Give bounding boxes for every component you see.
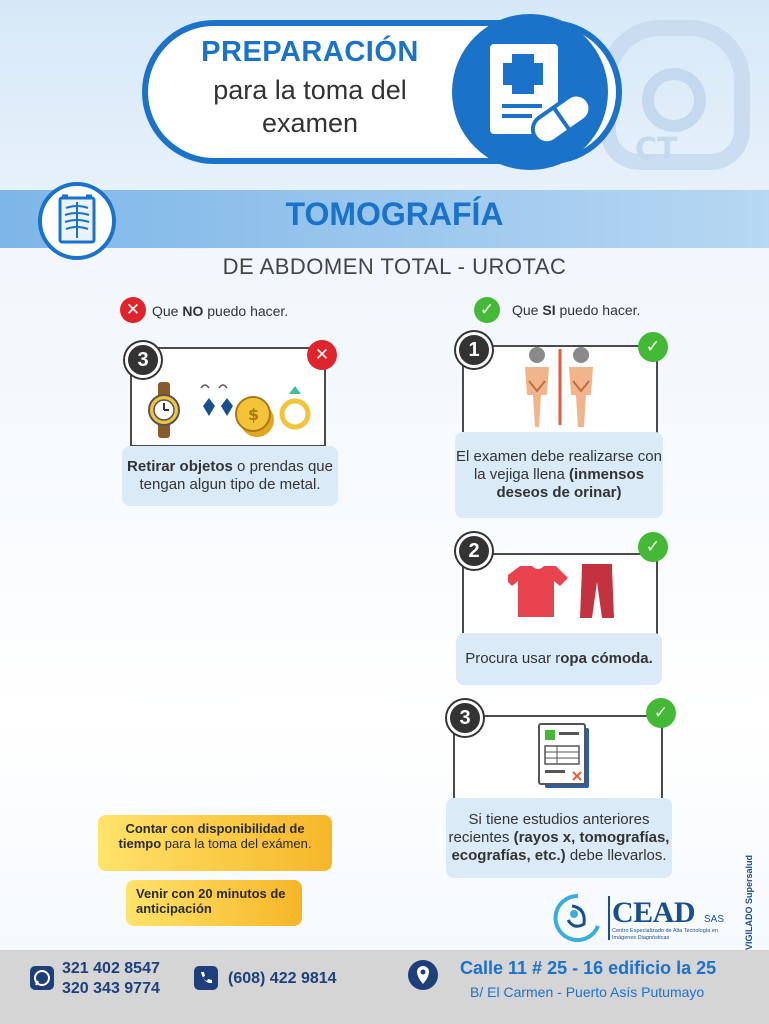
cead-logo-icon	[548, 892, 608, 944]
exam-subtitle: DE ABDOMEN TOTAL - UROTAC	[222, 254, 567, 279]
yes-item-number-2: 2	[456, 533, 492, 569]
cead-logo-text: CEAD	[612, 896, 696, 929]
cead-tagline: Centro Especializado de Alta Tecnología en Imágenes Diagnósticas	[612, 928, 718, 941]
arrival-note: Venir con 20 minutos de anticipación	[126, 880, 302, 926]
medical-report-icon	[535, 722, 597, 792]
page-title: PREPARACIÓN	[201, 36, 419, 68]
earrings-icon	[201, 385, 233, 416]
logo-divider	[608, 896, 610, 940]
cross-badge-icon: ✕	[120, 297, 146, 323]
no-item-caption: Retirar objetos o prendas que tengan algun tipo de metal.	[122, 446, 338, 506]
address-line-1: Calle 11 # 25 - 16 edificio la 25	[460, 958, 717, 978]
vigilado-label: VIGILADO Supersalud	[744, 854, 754, 950]
check-badge-icon: ✓	[638, 332, 668, 362]
yes-column-header: Que SI puedo hacer.	[512, 302, 641, 318]
yes-item-caption-1: El examen debe realizarse con la vejiga llena (inmensos deseos de orinar)	[455, 432, 663, 518]
check-badge-icon: ✓	[646, 698, 676, 728]
pants-icon	[580, 564, 614, 618]
yes-item-number-3: 3	[447, 700, 483, 736]
ring-icon	[282, 386, 308, 427]
watch-icon	[149, 382, 179, 438]
yes-item-caption-2: Procura usar ropa cómoda.	[456, 633, 662, 685]
yes-item-caption-3: Si tiene estudios anteriores recientes (rayos x, tomografías, ecografías, etc.) debe llevarlos.	[446, 798, 672, 878]
exam-title: TOMOGRAFÍA	[285, 196, 504, 232]
phone-mobile-1[interactable]: 321 402 8547	[62, 960, 160, 977]
address-line-2: B/ El Carmen - Puerto Asís Putumayo	[470, 984, 705, 1000]
coin-icon	[236, 397, 274, 437]
people-urgency-icon	[515, 345, 605, 429]
metal-objects-illustration	[145, 380, 315, 440]
subtitle-line-2: examen	[261, 108, 359, 138]
phone-landline[interactable]: (608) 422 9814	[228, 970, 337, 987]
no-column-header: Que NO puedo hacer.	[152, 303, 289, 319]
check-badge-icon: ✓	[638, 532, 668, 562]
ct-scanner-ring	[642, 68, 706, 132]
no-item-number: 3	[125, 342, 161, 378]
availability-note: Contar con disponibilidad de tiempo para la toma del exámen.	[98, 815, 332, 871]
location-pin-icon	[408, 960, 438, 990]
subtitle-line-1: para la toma del	[213, 75, 407, 105]
phone-icon	[194, 966, 218, 990]
whatsapp-icon	[30, 966, 54, 990]
cross-badge-icon: ✕	[307, 340, 337, 370]
page-subtitle	[190, 74, 430, 140]
cead-suffix: SAS	[704, 914, 725, 925]
clothes-illustration	[508, 562, 618, 620]
phone-mobile-2[interactable]: 320 343 9774	[62, 980, 160, 997]
check-badge-icon: ✓	[474, 297, 500, 323]
medical-document-icon	[472, 30, 602, 160]
shirt-icon	[508, 566, 568, 617]
ct-label: CT	[635, 132, 678, 167]
svg-text:$: $	[248, 405, 260, 424]
yes-item-number-1: 1	[456, 332, 492, 368]
